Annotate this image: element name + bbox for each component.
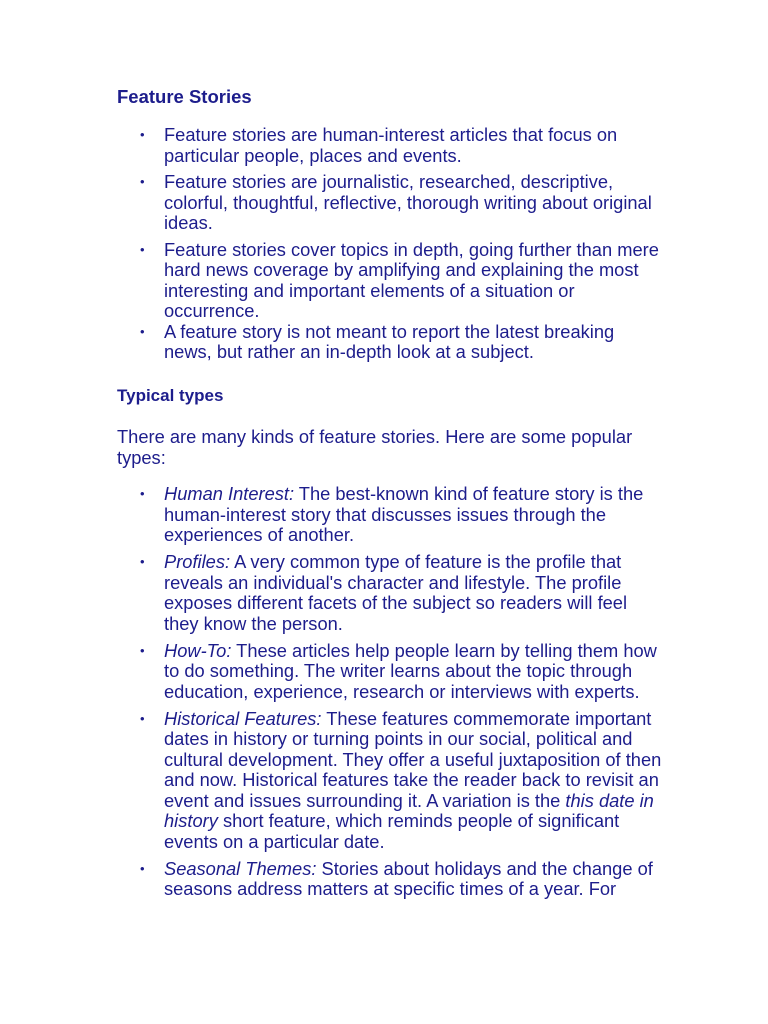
list-item: [0, 552, 664, 634]
bullet-icon: •: [140, 323, 145, 339]
type-label: How-To:: [164, 639, 232, 661]
section-title: Typical types: [117, 386, 224, 405]
type-label: Human Interest:: [164, 483, 295, 504]
list-item: [0, 641, 664, 703]
bullet-icon: •: [140, 174, 145, 189]
bullet-icon: •: [140, 486, 145, 501]
list-item: [0, 172, 664, 234]
list-item: [0, 240, 664, 322]
list-item: [0, 125, 664, 166]
type-label: Seasonal Themes:: [164, 857, 317, 879]
type-label: Profiles:: [164, 551, 231, 572]
type-label: Historical Features:: [164, 707, 322, 729]
type-emphasis: this date in history: [164, 789, 654, 831]
list-item-text: Feature stories cover topics in depth, going further than mere hard news coverage by amplifying and explaining the most interesting and important elements of a situation or occurrence.: [164, 238, 659, 321]
type-description: These articles help people learn by telling them how to do something. The writer learns about the topic through education, experience, research or interviews with experts.: [164, 639, 657, 702]
list-item: [0, 484, 664, 546]
page-title: Feature Stories: [117, 86, 252, 107]
bullet-icon: •: [140, 554, 145, 569]
type-description: Stories about holidays and the change of seasons address matters at specific times of a year. For: [164, 857, 653, 899]
intro-paragraph: There are many kinds of feature stories. Here are some popular types:: [117, 426, 633, 468]
type-description-continued: short feature, which reminds people of significant events on a particular date.: [164, 810, 620, 852]
feature-stories-list: [0, 125, 664, 363]
bullet-icon: •: [140, 860, 145, 876]
list-item: [0, 859, 664, 900]
type-description: The best-known kind of feature story is the human-interest story that discusses issues through the experiences of another.: [164, 483, 644, 545]
type-description: These features commemorate important dates in history or turning points in our social, political and cultural development. They offer a useful juxtaposition of then and now. Historical features take the reader back to revisit an event and issues surrounding it. A variation is the: [164, 707, 662, 811]
list-item-text: Feature stories are human-interest articles that focus on particular people, places and events.: [164, 124, 618, 166]
bullet-icon: •: [140, 241, 145, 257]
list-item: [0, 709, 664, 853]
type-description: A very common type of feature is the profile that reveals an individual's character and lifestyle. The profile exposes different facets of the subject so readers will feel they know the person.: [164, 551, 628, 634]
list-item-text: Feature stories are journalistic, researched, descriptive, colorful, thoughtful, reflective, thorough writing about original ideas.: [164, 171, 652, 233]
feature-types-list: [0, 484, 664, 906]
bullet-icon: •: [140, 127, 145, 142]
list-item: [0, 322, 664, 363]
list-item-text: A feature story is not meant to report the latest breaking news, but rather an in-depth look at a subject.: [164, 320, 615, 362]
bullet-icon: •: [140, 710, 145, 726]
bullet-icon: •: [140, 642, 145, 658]
